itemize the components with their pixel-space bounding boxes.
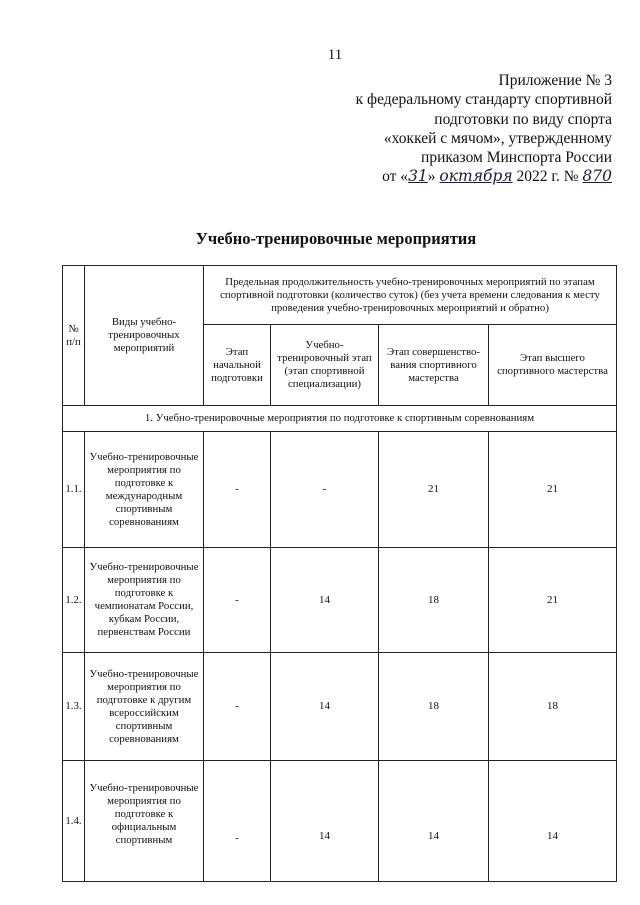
header-stage-training: Учебно-тренировочный этап (этап спортивной специализации) [271,325,379,406]
row-value-initial: - [204,548,271,653]
row-value-initial: - [204,761,271,882]
date-mid: » [427,168,440,186]
header-duration: Предельная продолжительность учебно-тренировочных мероприятий по этапам спортивной подготовки (количество суток) (без учета времени следования к месту проведения учебно-тренировочных мероприятий и обратно) [204,266,617,325]
handwritten-order-number: 870 [582,167,612,186]
row-event-name: Учебно-тренировочные мероприятия по подготовке к другим всероссийским спортивным соревнованиям [85,653,204,761]
row-value-improvement: 14 [379,761,489,882]
appendix-line-3: подготовки по виду спорта [434,110,612,128]
row-value-training: 14 [271,548,379,653]
appendix-date-line [322,167,612,186]
row-event-name: Учебно-тренировочные мероприятия по подготовке к международным спортивным соревнованиям [85,432,204,548]
row-value-initial: - [204,432,271,548]
row-value-highest: 21 [489,432,617,548]
row-value-improvement: 18 [379,653,489,761]
date-year: 2022 г. № [512,168,583,186]
header-num: № п/п [63,266,85,406]
row-value-highest: 14 [489,761,617,882]
row-number: 1.3. [63,653,85,761]
header-kind: Виды учебно-тренировочных мероприятий [85,266,204,406]
appendix-line-5: приказом Минспорта России [421,149,612,167]
training-events-table [62,265,617,882]
row-value-training: 14 [271,653,379,761]
row-event-name [85,761,204,882]
row-number: 1.4. [63,761,85,882]
date-prefix: от « [382,168,409,186]
appendix-line-4: «хоккей с мячом», утвержденному [383,129,612,147]
appendix-line-2: к федеральному стандарту спортивной [355,91,612,109]
header-stage-highest: Этап высшего спортивного мастерства [489,325,617,406]
row-value-improvement: 18 [379,548,489,653]
header-stage-initial: Этап начальной подготовки [204,325,271,406]
row-value-training: - [271,432,379,548]
table-row [63,761,617,882]
row-value-highest: 18 [489,653,617,761]
appendix-block [322,71,612,187]
row-value-initial: - [204,653,271,761]
handwritten-month: октября [439,167,513,186]
row-event-name-text: Учебно-тренировочные мероприятия по подготовке к официальным спортивным [89,782,199,846]
table-row [63,432,617,548]
table-row [63,653,617,761]
row-event-name: Учебно-тренировочные мероприятия по подготовке к чемпионатам России, кубкам России, первенствам России [85,548,204,653]
row-number: 1.1. [63,432,85,548]
section-heading: 1. Учебно-тренировочные мероприятия по подготовке к спортивным соревнованиям [63,406,617,432]
handwritten-day: 31 [408,167,428,186]
row-number: 1.2. [63,548,85,653]
row-value-improvement: 21 [379,432,489,548]
header-stage-improvement: Этап совершенство-вания спортивного мастерства [379,325,489,406]
document-title: Учебно-тренировочные мероприятия [195,229,477,248]
table-row [63,548,617,653]
row-value-training: 14 [271,761,379,882]
row-value-highest: 21 [489,548,617,653]
page-number: 11 [327,47,343,63]
appendix-line-1: Приложение № 3 [498,72,612,89]
